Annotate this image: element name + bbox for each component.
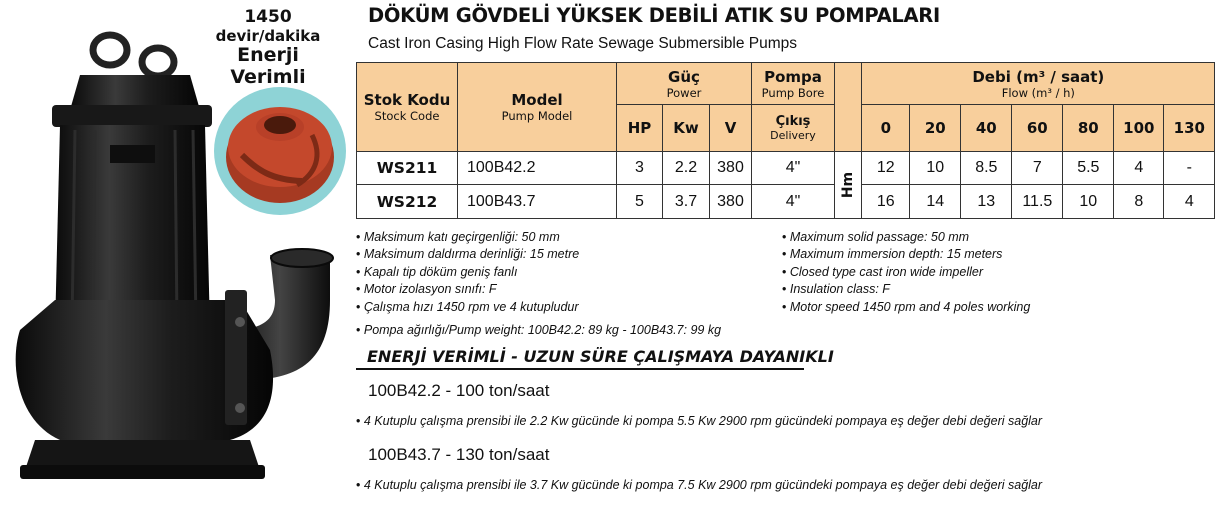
flow-point-header: 20 xyxy=(910,105,961,152)
bore-header: Pompa Pump Bore xyxy=(752,63,835,105)
head-cell: 10 xyxy=(1063,185,1114,219)
list-item: • Maksimum katı geçirgenliği: 50 mm xyxy=(356,229,579,246)
capacity-note: • 4 Kutuplu çalışma prensibi ile 3.7 Kw gücünde ki pompa 7.5 Kw 2900 rpm gücündeki pompaya eş değer debi değeri sağlar xyxy=(356,478,1042,492)
page-subtitle: Cast Iron Casing High Flow Rate Sewage Submersible Pumps xyxy=(368,35,798,52)
delivery-cell: 4" xyxy=(752,185,835,219)
list-item: • Maximum solid passage: 50 mm xyxy=(782,229,1030,246)
head-cell: 13 xyxy=(961,185,1012,219)
model-cell: 100B42.2 xyxy=(458,152,617,185)
list-item: • Maksimum daldırma derinliği: 15 metre xyxy=(356,246,579,263)
list-item: • Çalışma hızı 1450 rpm ve 4 kutupludur xyxy=(356,299,579,316)
list-item: • Kapalı tip döküm geniş fanlı xyxy=(356,264,579,281)
v-header: V xyxy=(710,105,752,152)
head-cell: 12 xyxy=(862,152,910,185)
head-cell: 5.5 xyxy=(1063,152,1114,185)
pump-weight: • Pompa ağırlığı/Pump weight: 100B42.2: 89 kg - 100B43.7: 99 kg xyxy=(356,323,721,337)
table-row xyxy=(357,185,1215,219)
flow-point-header: 60 xyxy=(1012,105,1063,152)
page-title: DÖKÜM GÖVDELİ YÜKSEK DEBİLİ ATIK SU POMPALARI xyxy=(368,4,940,27)
head-cell: 11.5 xyxy=(1012,185,1063,219)
v-cell: 380 xyxy=(710,152,752,185)
v-cell: 380 xyxy=(710,185,752,219)
flow-point-header: 0 xyxy=(862,105,910,152)
flow-point-header: 130 xyxy=(1164,105,1215,152)
features-en-list xyxy=(782,229,1030,316)
head-cell: 4 xyxy=(1114,152,1164,185)
table-row xyxy=(357,152,1215,185)
list-item: • Insulation class: F xyxy=(782,281,1030,298)
capacity-note: • 4 Kutuplu çalışma prensibi ile 2.2 Kw gücünde ki pompa 5.5 Kw 2900 rpm gücündeki pompaya eş değer debi değeri sağlar xyxy=(356,414,1042,428)
flow-point-header: 100 xyxy=(1114,105,1164,152)
list-item: • Maximum immersion depth: 15 meters xyxy=(782,246,1030,263)
kw-header: Kw xyxy=(663,105,710,152)
hp-header: HP xyxy=(617,105,663,152)
stock-code-cell: WS211 xyxy=(357,152,458,185)
flow-header: Debi (m³ / saat) Flow (m³ / h) xyxy=(862,63,1215,105)
delivery-header: Çıkış Delivery xyxy=(752,105,835,152)
efficiency-banner: ENERJİ VERİMLİ - UZUN SÜRE ÇALIŞMAYA DAYANIKLI xyxy=(356,344,804,370)
stock-code-header: Stok Kodu Stock Code xyxy=(357,63,458,152)
speed-label xyxy=(198,8,338,88)
features-tr-list xyxy=(356,229,579,316)
delivery-cell: 4" xyxy=(752,152,835,185)
head-cell: 7 xyxy=(1012,152,1063,185)
head-cell: 10 xyxy=(910,152,961,185)
rpm-unit: devir/dakika xyxy=(215,26,321,45)
kw-cell: 2.2 xyxy=(663,152,710,185)
rpm-value: 1450 xyxy=(244,7,292,27)
spacer-header xyxy=(835,63,862,152)
hm-label: Hm xyxy=(835,152,862,219)
model-cell: 100B43.7 xyxy=(458,185,617,219)
list-item: • Motor speed 1450 rpm and 4 poles working xyxy=(782,299,1030,316)
power-header: Güç Power xyxy=(617,63,752,105)
head-cell: 14 xyxy=(910,185,961,219)
head-cell: 8 xyxy=(1114,185,1164,219)
head-cell: 8.5 xyxy=(961,152,1012,185)
hp-cell: 3 xyxy=(617,152,663,185)
hp-cell: 5 xyxy=(617,185,663,219)
capacity-title: 100B42.2 - 100 ton/saat xyxy=(368,381,550,400)
flow-point-header: 80 xyxy=(1063,105,1114,152)
model-header: Model Pump Model xyxy=(458,63,617,152)
kw-cell: 3.7 xyxy=(663,185,710,219)
spec-table xyxy=(356,62,1215,219)
head-cell: 16 xyxy=(862,185,910,219)
capacity-title: 100B43.7 - 130 ton/saat xyxy=(368,445,550,464)
impeller-image xyxy=(212,85,348,218)
head-cell: - xyxy=(1164,152,1215,185)
flow-point-header: 40 xyxy=(961,105,1012,152)
list-item: • Motor izolasyon sınıfı: F xyxy=(356,281,579,298)
list-item: • Closed type cast iron wide impeller xyxy=(782,264,1030,281)
head-cell: 4 xyxy=(1164,185,1215,219)
efficiency-label: Enerji Verimli xyxy=(230,43,306,88)
stock-code-cell: WS212 xyxy=(357,185,458,219)
